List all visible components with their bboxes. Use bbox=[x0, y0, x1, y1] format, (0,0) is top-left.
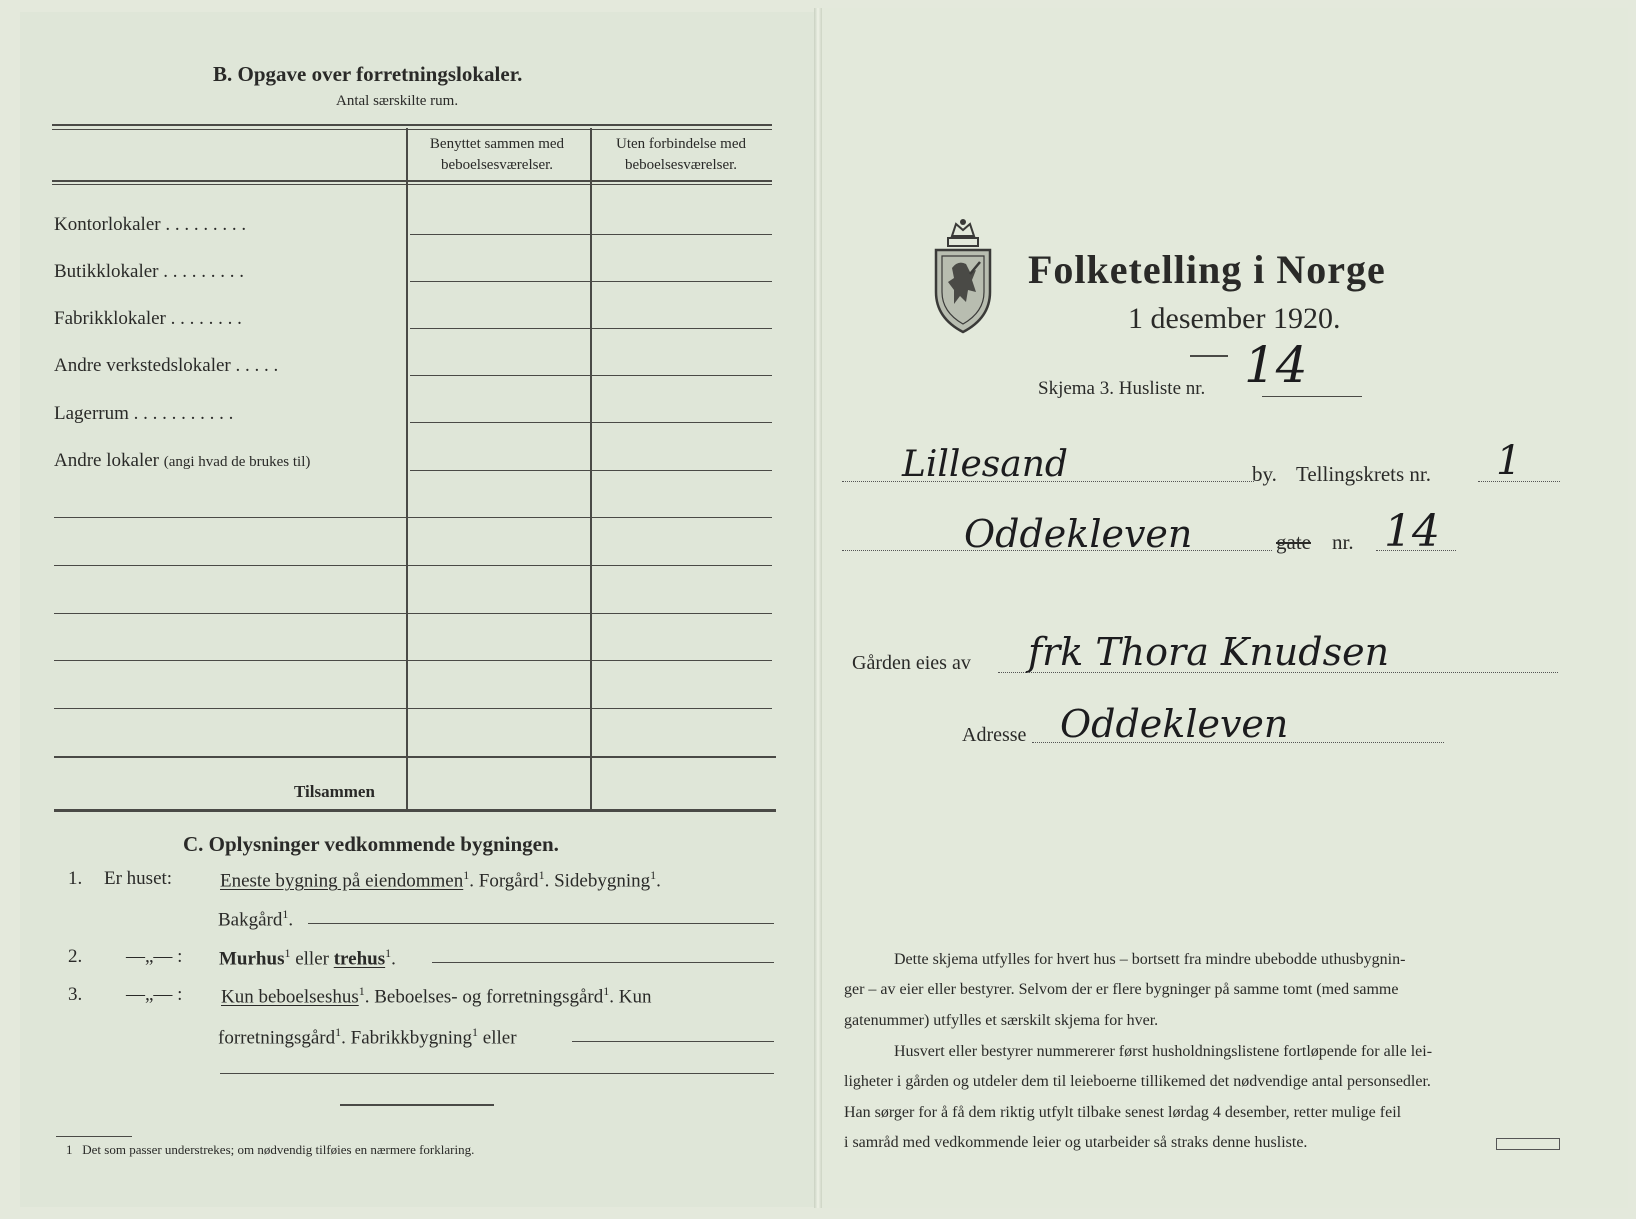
document-title: Folketelling i Norge bbox=[1028, 247, 1386, 292]
item1-fill-line bbox=[308, 923, 774, 924]
grid-line bbox=[54, 517, 772, 518]
item3-number: 3. bbox=[68, 984, 83, 1005]
instructions-line-5: ligheter i gården og utdeler dem til leieboerne tillikemed det nødvendige antal personsedler. bbox=[844, 1073, 1431, 1090]
grid-line bbox=[54, 613, 772, 614]
krets-line bbox=[1478, 481, 1560, 482]
row-andre-verkstedslokaler: Andre verkstedslokaler . . . . . bbox=[54, 355, 279, 376]
item3-fill-line bbox=[572, 1041, 774, 1042]
grid-line bbox=[54, 708, 772, 709]
item3-line2: forretningsgård$^1$. Fabrikkbygning$^1$ eller bbox=[218, 1025, 517, 1049]
section-end-rule bbox=[340, 1104, 494, 1106]
owner-label: Gården eies av bbox=[852, 652, 971, 674]
table-top-rule bbox=[52, 124, 772, 126]
footnote-text: Det som passer understrekes; om nødvendig tilføies en nærmere forklaring. bbox=[82, 1142, 475, 1157]
item3-options: Kun beboelseshus$^1$. Beboelses- og forretningsgård$^1$. Kun bbox=[221, 984, 652, 1008]
schema-label: Skjema 3. Husliste nr. bbox=[1038, 378, 1206, 399]
item3-ditto: —„— : bbox=[126, 984, 183, 1005]
norway-coat-of-arms-icon bbox=[930, 216, 996, 336]
section-b-subtitle: Antal særskilte rum. bbox=[336, 93, 459, 109]
row-kontorlokaler: Kontorlokaler . . . . . . . . . bbox=[54, 214, 247, 235]
item2-eller: eller bbox=[290, 948, 334, 970]
grid-line bbox=[410, 470, 772, 471]
item2-ditto: —„— : bbox=[126, 946, 183, 967]
street-line bbox=[842, 550, 1272, 551]
census-date: 1 desember 1920. bbox=[1128, 302, 1341, 335]
street-nr-label: nr. bbox=[1332, 530, 1354, 554]
option-forretningsgard: forretningsgård bbox=[218, 1027, 336, 1049]
option-trehus: trehus bbox=[333, 948, 386, 970]
footnote-number: 1 bbox=[66, 1142, 73, 1157]
item2-number: 2. bbox=[68, 946, 83, 967]
gate-label: gate bbox=[1276, 530, 1311, 554]
option-forgard: . Forgård bbox=[469, 870, 539, 892]
instructions-line-4: Husvert eller bestyrer nummererer først husholdningslistene fortløpende for alle lei- bbox=[894, 1043, 1433, 1060]
grid-line bbox=[54, 565, 772, 566]
option-eneste-bygning: Eneste bygning på eiendommen bbox=[220, 870, 464, 892]
andre-lokaler-label: Andre lokaler bbox=[54, 450, 159, 471]
header-bottom-rule-2 bbox=[52, 184, 772, 185]
tellingskrets-number: 1 bbox=[1496, 438, 1522, 484]
option-sidebygning: . Sidebygning bbox=[544, 870, 651, 892]
grid-line bbox=[54, 660, 772, 661]
grid-line bbox=[410, 328, 772, 329]
address-handwritten: Oddekleven bbox=[1060, 702, 1289, 746]
footnote-rule bbox=[56, 1136, 132, 1137]
item2-options: Murhus$^1$ eller trehus$^1$. bbox=[219, 946, 396, 970]
section-b-title: B. Opgave over forretningslokaler. bbox=[213, 62, 523, 86]
col2-header-line2: beboelsesværelser. bbox=[624, 157, 738, 173]
item1-number: 1. bbox=[68, 868, 83, 889]
header-bottom-rule bbox=[52, 180, 772, 182]
instructions-line-6: Han sørger for å få dem riktig utfylt tilbake senest lørdag 4 desember, retter mulige feil bbox=[844, 1104, 1402, 1121]
option-beboelses-forretningsgard: . Beboelses- og forretningsgård bbox=[364, 986, 604, 1008]
address-line bbox=[1032, 742, 1444, 743]
grid-line bbox=[410, 422, 772, 423]
item1-line2: Bakgård$^1$. bbox=[218, 907, 294, 931]
owner-handwritten: frk Thora Knudsen bbox=[1028, 630, 1390, 674]
city-line bbox=[842, 481, 1254, 482]
by-label: by. bbox=[1252, 462, 1277, 486]
total-label: Tilsammen bbox=[294, 782, 375, 801]
husliste-number: 14 bbox=[1244, 336, 1308, 394]
item1-options: Eneste bygning på eiendommen$^1$. Forgård$^1$. Sidebygning$^1$. bbox=[220, 868, 661, 892]
instructions-line-3: gatenummer) utfylles et særskilt skjema for hver. bbox=[844, 1012, 1159, 1029]
instructions-line-1: Dette skjema utfylles for hvert hus – bortsett fra mindre ubebodde uthusbygnin- bbox=[894, 951, 1406, 968]
page-fold bbox=[814, 8, 822, 1208]
item3-eller: eller bbox=[478, 1027, 517, 1049]
row-lagerrum: Lagerrum . . . . . . . . . . . bbox=[54, 403, 234, 424]
instructions-line-7: i samråd med vedkommende leier og utarbeider så straks denne husliste. bbox=[844, 1134, 1308, 1151]
andre-lokaler-note: (angi hvad de brukes til) bbox=[163, 454, 311, 470]
street-number: 14 bbox=[1384, 506, 1440, 557]
husliste-line bbox=[1262, 396, 1362, 397]
husliste-dash bbox=[1190, 355, 1228, 357]
section-c-title: C. Oplysninger vedkommende bygningen. bbox=[183, 832, 559, 856]
table-top-rule-2 bbox=[52, 129, 772, 130]
city-handwritten: Lillesand bbox=[902, 444, 1068, 485]
street-handwritten: Oddekleven bbox=[964, 512, 1193, 556]
tellingskrets-label: Tellingskrets nr. bbox=[1296, 462, 1432, 486]
option-bakgard: Bakgård bbox=[218, 909, 283, 931]
instructions-line-2: ger – av eier eller bestyrer. Selvom der er flere bygninger på samme tomt (med samme bbox=[844, 981, 1399, 998]
row-andre-lokaler bbox=[54, 450, 310, 472]
grid-line bbox=[410, 375, 772, 376]
printer-stamp bbox=[1496, 1138, 1560, 1150]
option-murhus: Murhus bbox=[219, 948, 285, 970]
grid-line bbox=[410, 281, 772, 282]
address-label: Adresse bbox=[962, 724, 1027, 746]
option-kun: . Kun bbox=[609, 986, 652, 1008]
footnote bbox=[66, 1142, 474, 1158]
item1-label: Er huset: bbox=[104, 868, 173, 889]
item3-fill-line-2 bbox=[220, 1073, 774, 1074]
col1-header-line2: beboelsesværelser. bbox=[440, 157, 554, 173]
col1-header-line1: Benyttet sammen med bbox=[429, 136, 565, 152]
row-fabrikklokaler: Fabrikklokaler . . . . . . . . bbox=[54, 308, 242, 329]
grid-line bbox=[410, 234, 772, 235]
col2-header-line1: Uten forbindelse med bbox=[616, 136, 746, 152]
option-kun-beboelseshus: Kun beboelseshus bbox=[221, 986, 359, 1008]
option-fabrikkbygning: . Fabrikkbygning bbox=[341, 1027, 473, 1049]
street-nr-line bbox=[1376, 550, 1456, 551]
row-butikklokaler: Butikklokaler . . . . . . . . . bbox=[54, 261, 244, 282]
total-bottom-rule bbox=[54, 809, 776, 812]
item2-fill-line bbox=[432, 962, 774, 963]
owner-line bbox=[998, 672, 1558, 673]
total-top-rule bbox=[54, 756, 776, 758]
